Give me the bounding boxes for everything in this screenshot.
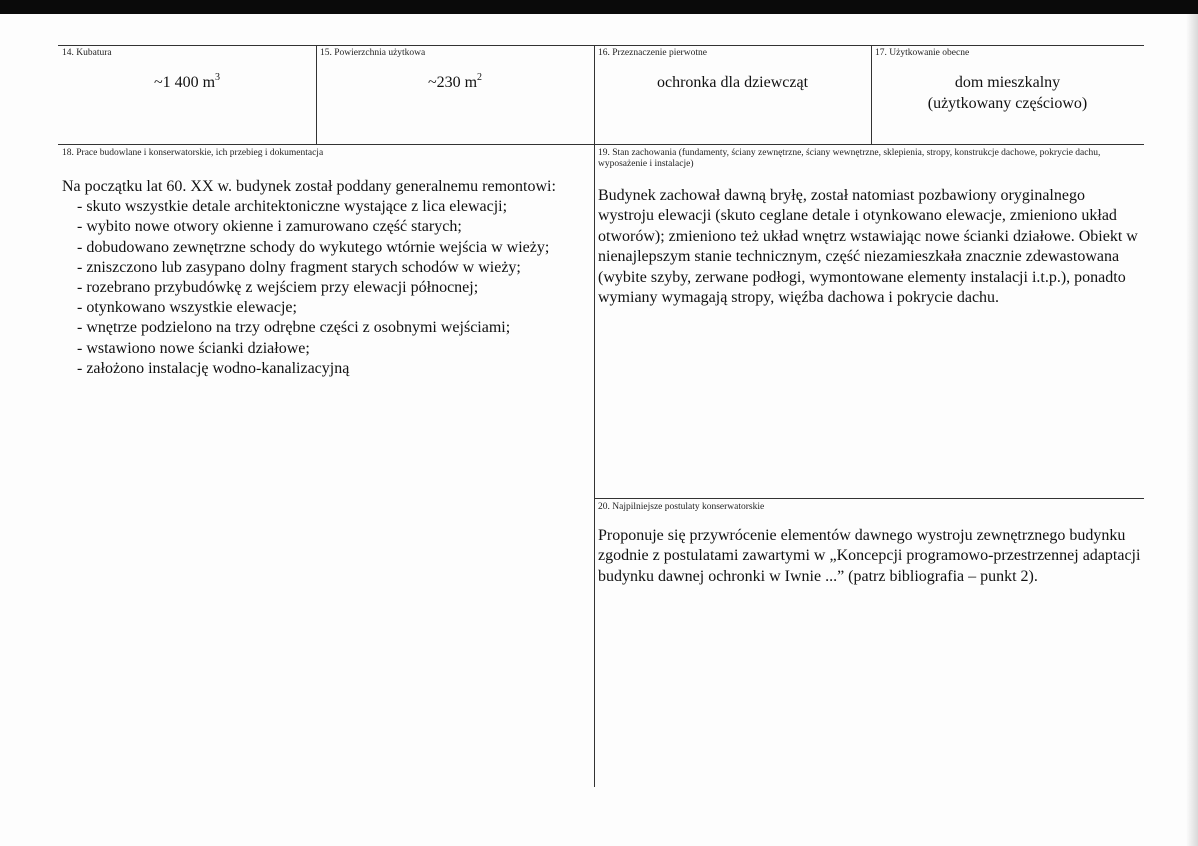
list-item: - otynkowano wszystkie elewacje; (77, 299, 297, 317)
volume-value: ~1 400 m (153, 74, 216, 91)
rule-middle (58, 144, 1144, 145)
field-label: 19. Stan zachowania (fundamenty, ściany zewnętrzne, ściany wewnętrzne, sklepienia, stropy, konstrukcje dachowe, pokrycie dachu, wyposażenie i instalacje) (598, 148, 1101, 169)
rule-top (58, 45, 1144, 46)
condition-text: Budynek zachował dawną bryłę, został natomiast pozbawiony oryginalnego wystroju elewacji (skuto ceglane detale i otynkowano elewacje, zmieniono układ otworów); zmieniono też układ wnętrz wstawiając nowe ścianki działowe. Obiekt w nienajlepszym stanie technicznym, część niezamieszkała znacznie zdewastowana (wybite szyby, zerwane podłogi, wymontowane elementy instalacji i.t.p.), ponadto wymiany wymagają stropy, więźba dachowa i pokrycie dachu. (598, 187, 1138, 307)
field-label: 15. Powierzchnia użytkowa (320, 48, 426, 58)
field-label: 16. Przeznaczenie pierwotne (598, 48, 707, 58)
area-value: ~230 m (427, 74, 478, 91)
field-value (58, 72, 316, 93)
divider-center (594, 45, 595, 787)
list-item: - skuto wszystkie detale architektoniczne wystające z lica elewacji; (77, 198, 508, 216)
list-item: - zniszczono lub zasypano dolny fragment starych schodów w wieży; (77, 258, 521, 276)
field-label: 18. Prace budowlane i konserwatorskie, ich przebieg i dokumentacja (62, 148, 324, 158)
unit-exponent: 3 (215, 71, 221, 83)
list-item: - wstawiono nowe ścianki działowe; (77, 339, 310, 357)
value-line: dom mieszkalny (954, 74, 1061, 91)
scan-top-border (0, 0, 1198, 14)
value-line: (użytkowany częściowo) (927, 95, 1088, 112)
field-value (316, 72, 594, 93)
field-value: ochronka dla dziewcząt (656, 74, 809, 91)
postulates-text: Proponuje się przywrócenie elementów dawnego wystroju zewnętrznego budynku zgodnie z postulatami zawartymi w „Koncepcji programowo-przestrzennej adaptacji budynku dawnej ochronki w Iwnie ...” (patrz bibliografia – punkt 2). (598, 527, 1141, 585)
field-label: 14. Kubatura (62, 48, 112, 58)
list-item: - założono instalację wodno-kanalizacyjną (77, 359, 350, 377)
list-item: - dobudowano zewnętrzne schody do wykutego wtórnie wejścia w wieży; (77, 238, 550, 256)
unit-exponent: 2 (477, 71, 483, 83)
list-item: - wybito nowe otwory okienne i zamurowano część starych; (77, 218, 462, 236)
scan-right-edge (1186, 14, 1198, 846)
works-list (62, 177, 556, 379)
rule-field-20 (594, 498, 1144, 499)
list-item: - rozebrano przybudówkę z wejściem przy elewacji północnej; (77, 279, 479, 297)
works-intro: Na początku lat 60. XX w. budynek został poddany generalnemu remontowi: (62, 178, 556, 195)
field-label: 20. Najpilniejsze postulaty konserwatorskie (598, 502, 765, 512)
list-item: - wnętrze podzielono na trzy odrębne części z osobnymi wejściami; (77, 319, 511, 337)
field-value (871, 72, 1144, 114)
divider-15 (316, 45, 317, 144)
field-label: 17. Użytkowanie obecne (875, 48, 970, 58)
